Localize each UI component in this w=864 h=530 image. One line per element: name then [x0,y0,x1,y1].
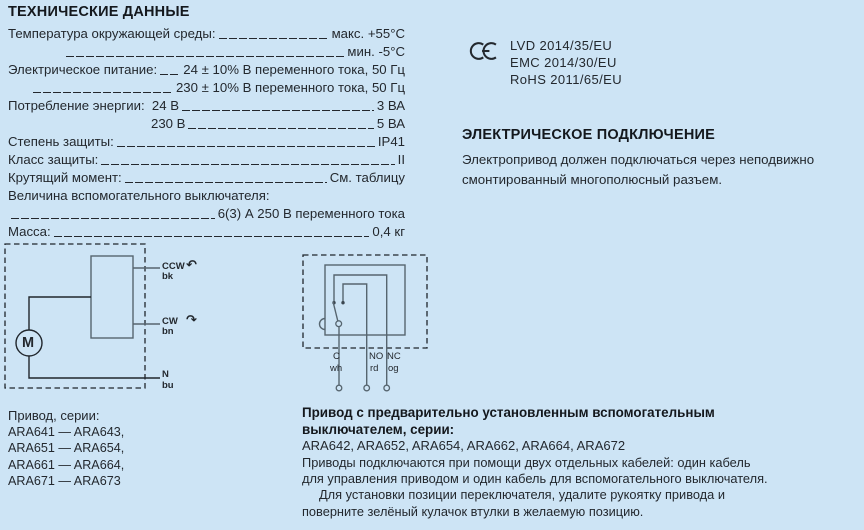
actuator-series-list [8,424,124,490]
switch-lever [333,302,338,322]
spec-value: 6(3) А 250 В переменного тока [217,206,405,221]
spec-label: Крутящий момент: [8,170,122,185]
actuator-with-switch-section [302,404,772,520]
spec-value: 230 ± 10% В переменного тока, 50 Гц [175,80,405,95]
actuator-with-switch-models: ARA642, ARA652, ARA654, ARA662, ARA664, ARA672 [302,438,626,453]
spec-row [8,41,405,59]
leader-line [160,63,180,75]
leader-line [33,81,173,93]
spec-label: Потребление энергии: 24 В [8,98,180,113]
dashed-enclosure-border [5,244,145,388]
spec-value: 3 ВА [376,98,405,113]
spec-label: Масса: [8,224,51,239]
spec-value: IP41 [377,134,405,149]
actuator-with-switch-title: Привод с предварительно установленным вспомогательным выключателем, серии: [302,405,715,437]
ce-block [462,37,622,88]
spec-label: Степень защиты: [8,134,114,149]
ce-mark-icon [462,40,498,62]
spec-value: мин. -5°C [347,44,405,59]
technical-data-title: ТЕХНИЧЕСКИЕ ДАННЫЕ [8,4,190,20]
leader-line [11,207,215,219]
no-terminal-circle [364,385,370,391]
white-wire-label: wh [330,363,343,374]
spec-row [8,23,405,41]
neutral-terminal-label: N [162,369,169,380]
series-item: ARA641 — ARA643, [8,425,125,439]
electrical-connection-section [462,127,854,190]
no-contact-dot [341,301,344,304]
blue-wire-label: bu [162,380,174,391]
common-terminal-label: C [333,351,340,362]
spec-row [8,59,405,77]
switch-position-paragraph: Для установки позиции переключателя, удалите рукоятку привода и поверните зелёный кулачок втулки в желаемую позицию. [302,487,725,519]
actuator-series-section [8,407,124,490]
motor-letter: M [22,335,35,351]
leader-line [117,135,375,147]
leader-line [66,45,344,57]
spec-value: См. таблицу [329,170,405,185]
spec-label: Электрическое питание: [8,62,158,77]
spec-value: 5 ВА [376,116,405,131]
no-wire-path [343,284,367,388]
spec-label: Величина вспомогательного выключателя: [8,188,270,203]
dashed-enclosure-border [303,255,427,348]
spec-row [8,113,405,131]
directive-item: LVD 2014/35/EU [510,38,613,53]
technical-data-rows [8,23,405,239]
actuator-series-title: Привод, серии: [8,408,100,423]
spec-row [8,221,405,239]
red-wire-label: rd [370,363,379,374]
brown-wire-label: bn [162,326,174,337]
ccw-terminal-label: CCW [162,261,185,272]
orange-wire-label: og [388,363,399,374]
spec-value: 24 ± 10% В переменного тока, 50 Гц [183,62,405,77]
neutral-wire [29,356,160,378]
electrical-connection-title: ЭЛЕКТРИЧЕСКОЕ ПОДКЛЮЧЕНИЕ [462,127,715,143]
leader-line [182,99,374,111]
cw-rotation-arrow-icon: ↷ [186,313,197,328]
spec-row [8,77,405,95]
control-unit-box [91,256,133,338]
black-wire-label: bk [162,271,174,282]
spec-value: 0,4 кг [372,224,405,239]
cables-paragraph: Приводы подключаются при помощи двух отдельных кабелей: один кабель для управления приводом и один кабель для вспомогательного выключателя. [302,454,768,486]
spec-row [8,95,405,113]
aux-switch-wiring-diagram [295,245,440,395]
ccw-rotation-arrow-icon: ↶ [186,258,197,273]
nc-terminal-label: NC [387,351,401,362]
spec-row [8,203,405,221]
spec-row [8,149,405,167]
no-terminal-label: NO [369,351,384,362]
common-terminal-circle [336,385,342,391]
spec-row [8,185,405,203]
leader-line [101,153,394,165]
spec-value: макс. +55°C [331,26,405,41]
cw-terminal-label: CW [162,316,178,327]
directives-list [510,37,622,88]
spec-row [8,167,405,185]
leader-line [54,225,370,237]
spec-value: II [397,152,405,167]
spec-label: Температура окружающей среды: [8,26,216,41]
leader-line [219,27,329,39]
electrical-connection-body: Электропривод должен подключаться через неподвижно смонтированный многополюсный разъем. [462,152,815,187]
leader-line [125,171,327,183]
leader-line [188,117,373,129]
spec-row [8,131,405,149]
series-item: ARA671 — ARA673 [8,474,121,489]
switch-pivot [336,321,342,327]
technical-data-section [8,5,405,239]
directive-item: RoHS 2011/65/EU [510,72,622,87]
series-item: ARA651 — ARA654, [8,441,125,456]
series-item: ARA661 — ARA664, [8,457,125,472]
spec-label: Класс защиты: [8,152,99,167]
directive-item: EMC 2014/30/EU [510,55,617,70]
nc-terminal-circle [384,385,390,391]
motor-supply-wire [29,297,91,330]
spec-label: 230 В [151,116,186,131]
cam-follower [320,319,326,330]
